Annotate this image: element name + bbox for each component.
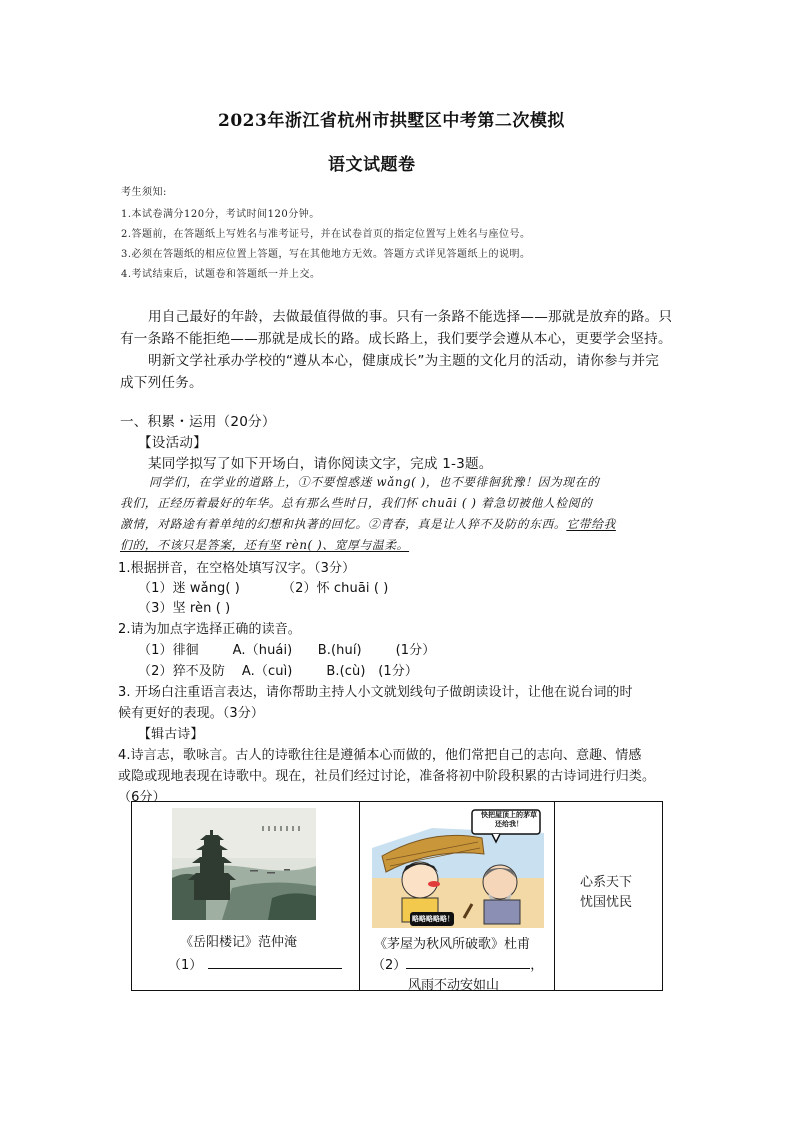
blank-comma: ， <box>530 958 544 973</box>
blank-line <box>208 954 342 969</box>
answer-blank-2 <box>372 954 543 973</box>
question-2-option: （2）猝不及防 A.（cuì) B.(cù) (1分） <box>138 664 418 679</box>
blank-line <box>406 954 530 969</box>
question-1-stem: 1.根据拼音，在空格处填写汉字。（3分） <box>118 561 356 576</box>
poetry-label: 【辑古诗】 <box>138 727 204 742</box>
question-4-stem: 或隐或现地表现在诗歌中。现在，社员们经过讨论，准备将初中阶段积累的古诗词进行归类。 <box>118 769 656 784</box>
notice-item: 4.考试结束后，试题卷和答题纸一并上交。 <box>121 269 321 280</box>
answer-blank-1 <box>168 954 342 973</box>
underlined-sentence: 们的，不该只是答案，还有坚 rèn( )、宽厚与温柔。 <box>120 538 410 552</box>
question-3-stem: 3. 开场白注重语言表达，请你帮助主持人小文就划线句子做朗读设计，让他在说台词的时 <box>118 685 633 700</box>
poem-caption: 《岳阳楼记》范仲淹 <box>180 935 298 950</box>
question-4-stem: （6分） <box>118 790 166 805</box>
intro-line: 成下列任务。 <box>120 375 203 391</box>
passage-text: 激情，对路途有着单纯的幻想和执著的回忆。②青春，真是让人猝不及防的东西。 <box>120 517 567 531</box>
passage-line: 我们，正经历着最好的年华。总有那么些时日，我们怀 chuāi ( ) 着急切被他人检阅的 <box>120 496 593 510</box>
blank-label: （1） <box>168 958 203 973</box>
activity-label: 【设活动】 <box>138 435 207 451</box>
intro-line: 用自己最好的年龄，去做最值得做的事。只有一条路不能选择——那就是放弃的路。只 <box>148 309 673 325</box>
poem-caption: 《茅屋为秋风所破歌》杜甫 <box>374 937 531 952</box>
passage-line: 同学们，在学业的道路上，①不要惶惑迷 wǎng( )，也不要徘徊犹豫！因为现在的 <box>149 475 600 489</box>
notice-item: 2.答题前，在答题纸上写姓名与准考证号，并在试卷首页的指定位置写上姓名与座位号。 <box>121 229 531 240</box>
poem-line: 风雨不动安如山 <box>408 978 500 993</box>
intro-line: 有一条路不能拒绝——那就是成长的路。成长路上，我们要学会遵从本心，更要学会坚持。 <box>120 331 672 347</box>
page-title: 2023年浙江省杭州市拱墅区中考第二次模拟 <box>218 111 565 131</box>
notice-item: 3.必须在答题纸的相应位置上答题，写在其他地方无效。答题方式详见答题纸上的说明。 <box>121 249 531 260</box>
table-cell-maowu <box>360 802 555 991</box>
question-2-option: （1）徘徊 A.（huái) B.(huí) (1分） <box>138 643 436 658</box>
notice-heading: 考生须知: <box>121 187 167 198</box>
table-cell-theme <box>555 802 663 991</box>
page-subtitle: 语文试题卷 <box>328 155 416 175</box>
blank-label: （2） <box>372 958 407 973</box>
question-1-item: （2）怀 chuāi ( ) <box>282 581 389 596</box>
question-3-stem: 候有更好的表现。（3分） <box>118 706 264 721</box>
yueyang-tower-painting <box>172 808 316 920</box>
question-1-item: （3）坚 rèn ( ) <box>138 601 231 616</box>
section-heading: 一、积累・运用（20分） <box>120 414 276 430</box>
table-cell-yueyanglou <box>132 802 360 991</box>
passage-line <box>120 515 616 532</box>
question-4-stem: 4.诗言志，歌咏言。古人的诗歌往往是遵循本心而做的，他们常把自己的志向、意趣、情感 <box>118 748 642 763</box>
question-1-item: （1）迷 wǎng( ) <box>138 581 240 596</box>
underlined-sentence: 它带给我 <box>566 517 616 531</box>
question-2-stem: 2.请为加点字选择正确的读音。 <box>118 622 301 637</box>
theme-text: 心系天下 <box>580 875 633 890</box>
activity-text: 某同学拟写了如下开场白，请你阅读文字，完成 1-3题。 <box>148 456 493 472</box>
speech-bubble-text: 快把屋顶上的茅草还给我！ <box>481 811 537 828</box>
theme-text: 忧国忧民 <box>580 895 633 910</box>
intro-line: 明新文学社承办学校的“遵从本心，健康成长”为主题的文化月的活动，请你参与并完 <box>148 353 660 369</box>
speech-bubble-text: 略略略略略！ <box>412 915 454 923</box>
notice-item: 1.本试卷满分120分，考试时间120分钟。 <box>121 209 320 220</box>
poetry-classification-table <box>131 801 663 991</box>
